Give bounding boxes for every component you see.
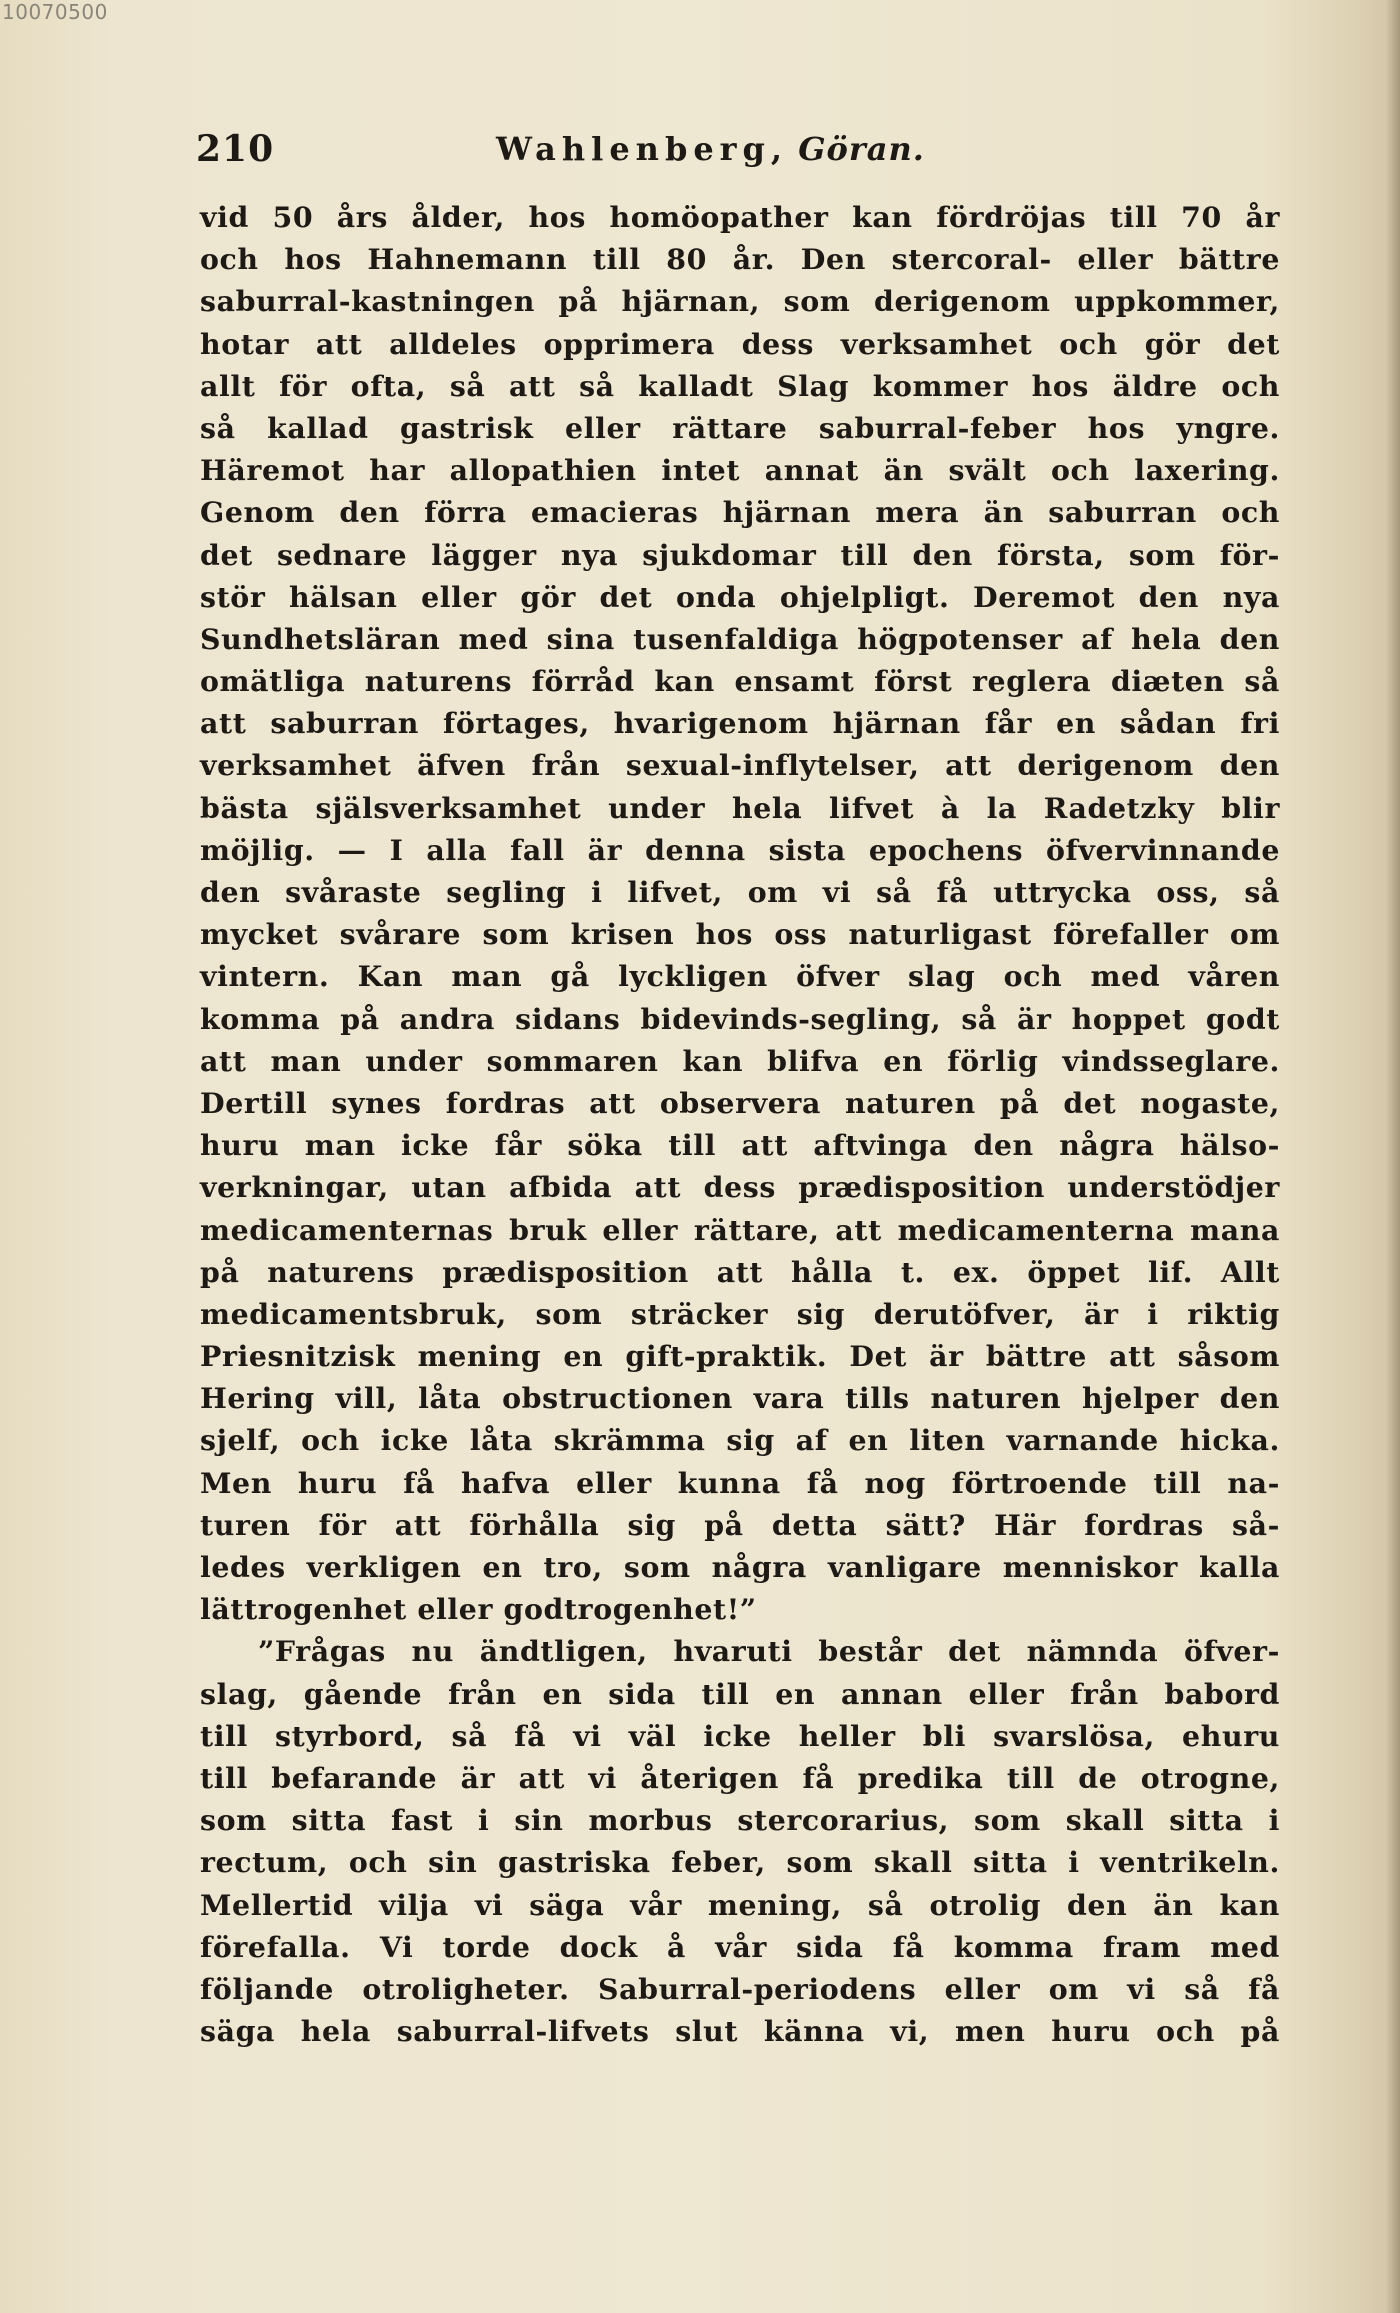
text-line: mycket svårare som krisen hos oss naturligast förefaller om	[200, 917, 1280, 952]
text-line: turen för att förhålla sig på detta sätt? Här fordras så-	[200, 1507, 1280, 1542]
text-line: till befarande är att vi återigen få predika till de otrogne,	[200, 1760, 1280, 1795]
author-given-name: Göran.	[798, 130, 925, 168]
text-line: ledes verkligen en tro, som några vanligare menniskor kalla	[200, 1550, 1280, 1584]
text-line: så kallad gastrisk eller rättare saburral-feber hos yngre.	[200, 410, 1280, 445]
text-line: saburral-kastningen på hjärnan, som derigenom uppkommer,	[200, 284, 1280, 319]
text-line: möjlig. — I alla fall är denna sista epochens öfvervinnande	[200, 832, 1280, 867]
text-line: Häremot har allopathien intet annat än svält och laxering.	[200, 453, 1280, 488]
text-line: Sundhetsläran med sina tusenfaldiga högpotenser af hela den	[200, 621, 1280, 656]
text-line: medicamenternas bruk eller rättare, att medicamenterna mana	[200, 1212, 1280, 1247]
text-line: rectum, och sin gastriska feber, som skall sitta i ventrikeln.	[200, 1845, 1280, 1880]
text-line: Hering vill, låta obstructionen vara tills naturen hjelper den	[200, 1381, 1280, 1416]
author-surname: Wahlenberg,	[496, 130, 789, 168]
text-line: verksamhet äfven från sexual-inflytelser, att derigenom den	[200, 748, 1280, 783]
text-line: verkningar, utan afbida att dess prædisposition understödjer	[200, 1170, 1280, 1205]
text-line: slag, gående från en sida till en annan eller från babord	[200, 1676, 1280, 1711]
text-line: sjelf, och icke låta skrämma sig af en liten varnande hicka.	[200, 1423, 1280, 1458]
running-header	[196, 128, 1280, 178]
text-line: att man under sommaren kan blifva en förlig vindsseglare.	[200, 1043, 1280, 1078]
text-line: Dertill synes fordras att observera naturen på det nogaste,	[200, 1085, 1280, 1120]
text-line: stör hälsan eller gör det onda ohjelpligt. Deremot den nya	[200, 579, 1280, 614]
text-line: lättrogenhet eller godtrogenhet!”	[200, 1592, 757, 1627]
text-line: som sitta fast i sin morbus stercorarius, som skall sitta i	[200, 1803, 1280, 1838]
text-line: omätliga naturens förråd kan ensamt först reglera diæten så	[200, 664, 1280, 699]
text-line: Priesnitzisk mening en gift-praktik. Det är bättre att såsom	[200, 1339, 1280, 1374]
running-head-title	[496, 130, 925, 168]
body-text	[200, 196, 1280, 2052]
text-line: hotar att alldeles opprimera dess verksamhet och gör det	[200, 326, 1280, 361]
text-line: och hos Hahnemann till 80 år. Den stercoral- eller bättre	[200, 242, 1280, 277]
text-line: till styrbord, så få vi väl icke heller bli svarslösa, ehuru	[200, 1718, 1280, 1753]
text-line: Mellertid vilja vi säga vår mening, så otrolig den än kan	[200, 1887, 1280, 1922]
text-line: Genom den förra emacieras hjärnan mera än saburran och	[200, 495, 1280, 530]
scan-identifier: 10070500	[2, 0, 108, 24]
text-line: Men huru få hafva eller kunna få nog förtroende till na-	[200, 1465, 1280, 1500]
text-line: säga hela saburral-lifvets slut känna vi, men huru och på	[200, 2014, 1280, 2049]
text-line: det sednare lägger nya sjukdomar till den första, som för-	[200, 537, 1280, 572]
text-line: huru man icke får söka till att aftvinga den några hälso-	[200, 1128, 1280, 1163]
text-line: bästa själsverksamhet under hela lifvet à la Radetzky blir	[200, 790, 1280, 825]
text-line: den svåraste segling i lifvet, om vi så få uttrycka oss, så	[200, 875, 1280, 909]
text-line: förefalla. Vi torde dock å vår sida få komma fram med	[200, 1929, 1280, 1964]
text-line: allt för ofta, så att så kalladt Slag kommer hos äldre och	[200, 368, 1280, 403]
text-line: på naturens prædisposition att hålla t. ex. öppet lif. Allt	[200, 1254, 1280, 1289]
text-line: följande otroligheter. Saburral-periodens eller om vi så få	[200, 1971, 1280, 2006]
text-line: vid 50 års ålder, hos homöopather kan fördröjas till 70 år	[200, 200, 1280, 234]
page-number: 210	[196, 128, 275, 170]
text-line: medicamentsbruk, som sträcker sig derutöfver, är i riktig	[200, 1296, 1280, 1331]
text-line: att saburran förtages, hvarigenom hjärnan får en sådan fri	[200, 706, 1280, 741]
text-line: komma på andra sidans bidevinds-segling, så är hoppet godt	[200, 1001, 1280, 1036]
text-line: ”Frågas nu ändtligen, hvaruti består det nämnda öfver-	[258, 1634, 1280, 1669]
text-line: vintern. Kan man gå lyckligen öfver slag och med våren	[200, 959, 1280, 994]
